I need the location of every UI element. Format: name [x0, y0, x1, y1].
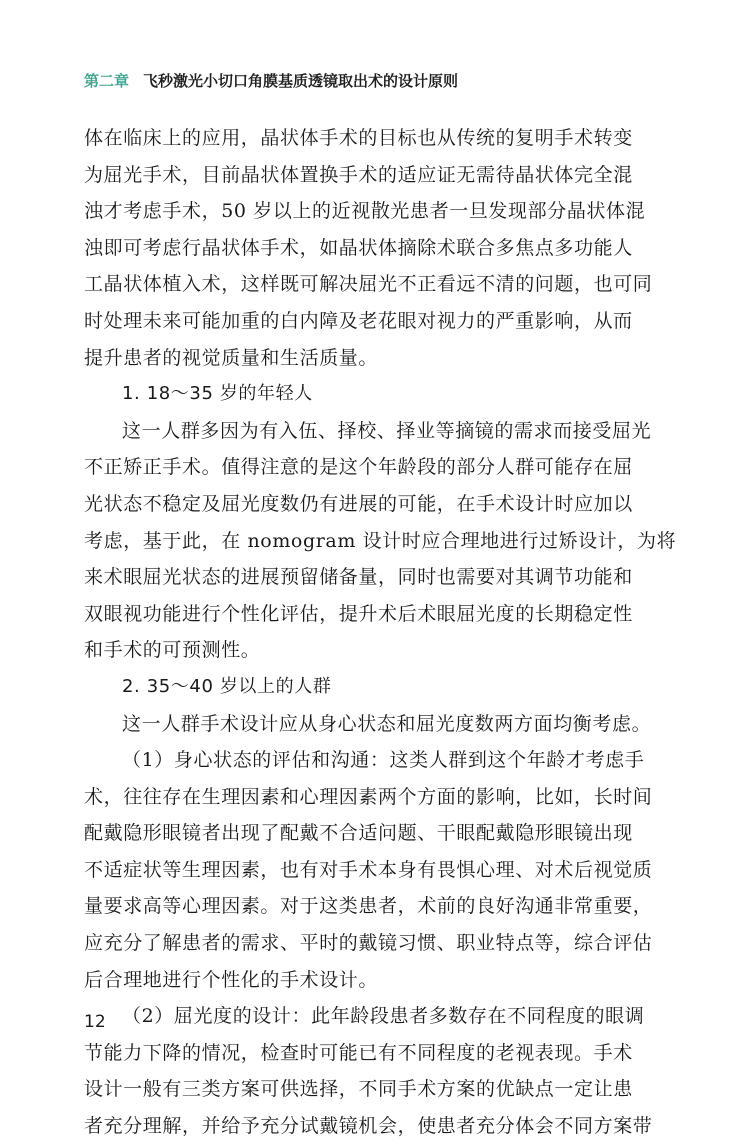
paragraph-line: 术，往往存在生理因素和心理因素两个方面的影响，比如，长时间: [84, 785, 653, 808]
section-heading: 1. 18～35 岁的年轻人: [122, 383, 313, 405]
paragraph-line: 节能力下降的情况，检查时可能已有不同程度的老视表现。手术: [84, 1041, 633, 1064]
paragraph-line: 考虑，基于此，在 nomogram 设计时应合理地进行过矫设计，为将: [84, 529, 677, 552]
running-head: [84, 70, 704, 92]
paragraph-line: （2）屈光度的设计：此年龄段患者多数存在不同程度的眼调: [122, 1005, 645, 1028]
paragraph-line: 提升患者的视觉质量和生活质量。: [84, 346, 379, 369]
paragraph-line: 这一人群手术设计应从身心状态和屈光度数两方面均衡考虑。: [122, 712, 652, 735]
paragraph-line: 浊才考虑手术，50 岁以上的近视散光患者一旦发现部分晶状体混: [84, 200, 646, 223]
paragraph-line: 双眼视功能进行个性化评估，提升术后术眼屈光度的长期稳定性: [84, 602, 633, 625]
section-heading: 2. 35～40 岁以上的人群: [122, 675, 332, 697]
paragraph-line: 时处理未来可能加重的白内障及老花眼对视力的严重影响，从而: [84, 309, 633, 332]
paragraph-line: 应充分了解患者的需求、平时的戴镜习惯、职业特点等，综合评估: [84, 932, 653, 955]
paragraph-line: 来术眼屈光状态的进展预留储备量，同时也需要对其调节功能和: [84, 566, 633, 589]
paragraph-line: 后合理地进行个性化的手术设计。: [84, 968, 379, 991]
chapter-label: 第二章: [84, 72, 130, 90]
paragraph-line: 配戴隐形眼镜者出现了配戴不合适问题、干眼配戴隐形眼镜出现: [84, 822, 633, 845]
paragraph-line: 和手术的可预测性。: [84, 639, 261, 662]
paragraph-line: 不适症状等生理因素，也有对手术本身有畏惧心理、对术后视觉质: [84, 858, 653, 881]
page-number: 12: [84, 1012, 106, 1032]
paragraph-line: 者充分理解，并给予充分试戴镜机会，使患者充分体会不同方案带: [84, 1115, 653, 1138]
paragraph-line: 浊即可考虑行晶状体手术，如晶状体摘除术联合多焦点多功能人: [84, 236, 633, 259]
chapter-title: 飞秒激光小切口角膜基质透镜取出术的设计原则: [143, 72, 459, 90]
paragraph-line: 工晶状体植入术，这样既可解决屈光不正看远不清的问题，也可同: [84, 273, 653, 296]
paragraph-line: 不正矫正手术。值得注意的是这个年龄段的部分人群可能存在屈: [84, 456, 633, 479]
paragraph-line: 这一人群多因为有入伍、择校、择业等摘镜的需求而接受屈光: [122, 419, 652, 442]
paragraph-line: （1）身心状态的评估和沟通：这类人群到这个年龄才考虑手: [122, 749, 645, 772]
paragraph-line: 为屈光手术，目前晶状体置换手术的适应证无需待晶状体完全混: [84, 163, 633, 186]
paragraph-line: 体在临床上的应用，晶状体手术的目标也从传统的复明手术转变: [84, 127, 633, 149]
paragraph-line: 光状态不稳定及屈光度数仍有进展的可能，在手术设计时应加以: [84, 492, 633, 515]
body-text: [84, 120, 677, 1145]
paragraph-line: 量要求高等心理因素。对于这类患者，术前的良好沟通非常重要，: [84, 895, 653, 918]
paragraph-line: 设计一般有三类方案可供选择，不同手术方案的优缺点一定让患: [84, 1078, 633, 1101]
